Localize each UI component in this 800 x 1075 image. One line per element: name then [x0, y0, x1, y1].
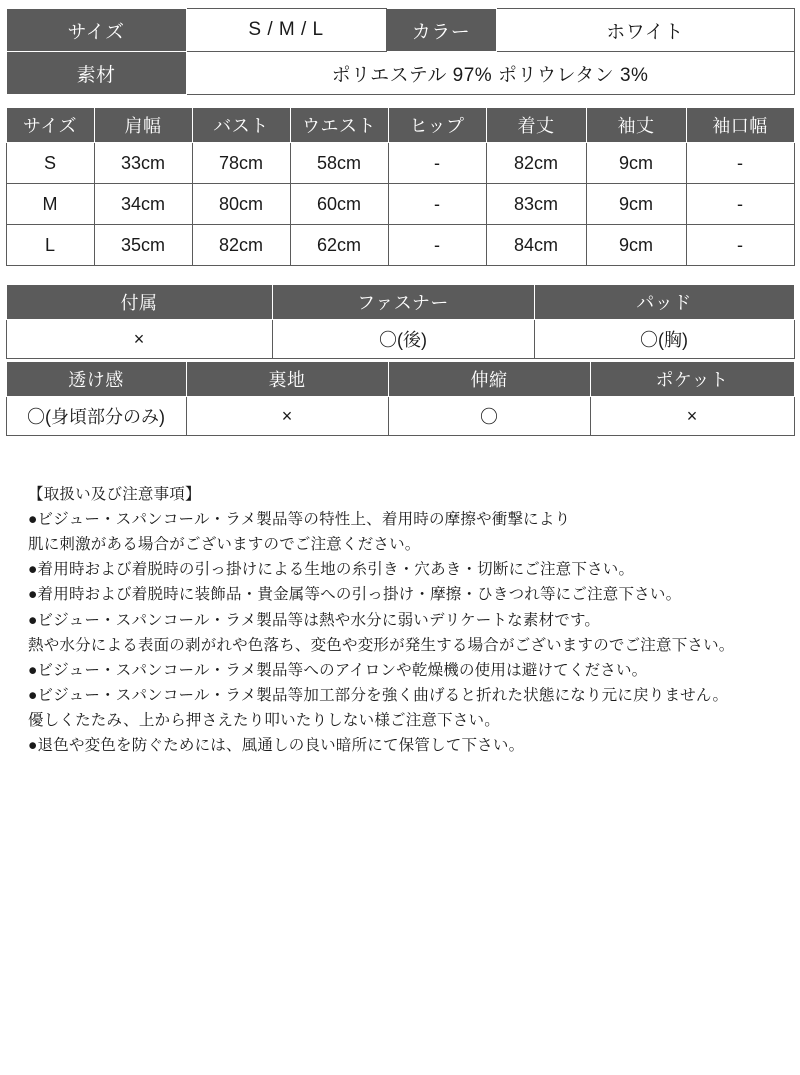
meas-cell: S [6, 143, 94, 184]
meas-cell: 83cm [486, 184, 586, 225]
meas-cell: - [686, 184, 794, 225]
meas-header-cell: サイズ [6, 108, 94, 143]
care-notes [28, 482, 800, 758]
notes-line: ●着用時および着脱時に装飾品・貴金属等への引っ掛け・摩擦・ひきつれ等にご注意下さい。 [28, 586, 682, 604]
feature-value-cell: × [6, 320, 272, 359]
meas-header-cell: 肩幅 [94, 108, 192, 143]
meas-header-cell: 袖丈 [586, 108, 686, 143]
meas-cell: 9cm [586, 184, 686, 225]
meas-cell: M [6, 184, 94, 225]
spec-value-material: ポリエステル 97% ポリウレタン 3% [186, 52, 794, 95]
notes-line: 肌に刺激がある場合がございますのでご注意ください。 [28, 536, 421, 554]
spec-label-color: カラー [386, 9, 496, 52]
notes-line: ●ビジュー・スパンコール・ラメ製品等は熱や水分に弱いデリケートな素材です。 [28, 611, 601, 629]
spec-table [6, 8, 795, 95]
meas-cell: 80cm [192, 184, 290, 225]
meas-cell: 60cm [290, 184, 388, 225]
notes-line: ●ビジュー・スパンコール・ラメ製品等加工部分を強く曲げると折れた状態になり元に戻りません。 [28, 686, 729, 704]
product-spec-page [0, 8, 800, 1075]
meas-cell: 82cm [486, 143, 586, 184]
measurement-table [6, 107, 795, 266]
meas-cell: - [388, 143, 486, 184]
notes-line: ●ビジュー・スパンコール・ラメ製品等へのアイロンや乾燥機の使用は避けてください。 [28, 661, 648, 679]
feature-value-cell: × [186, 397, 388, 436]
meas-cell: 34cm [94, 184, 192, 225]
meas-header-cell: 袖口幅 [686, 108, 794, 143]
feature-value-cell: 〇(胸) [534, 320, 794, 359]
features-table-bottom [6, 361, 795, 436]
meas-cell: L [6, 225, 94, 266]
feature-header-cell: 透け感 [6, 362, 186, 397]
feature-header-cell: ファスナー [272, 285, 534, 320]
table-row [6, 184, 794, 225]
meas-cell: 35cm [94, 225, 192, 266]
table-row [6, 9, 794, 52]
table-row [6, 320, 794, 359]
table-header-row [6, 362, 794, 397]
meas-cell: 62cm [290, 225, 388, 266]
meas-cell: 78cm [192, 143, 290, 184]
notes-line: ●ビジュー・スパンコール・ラメ製品等の特性上、着用時の摩擦や衝撃により [28, 511, 571, 529]
meas-header-cell: ヒップ [388, 108, 486, 143]
meas-header-cell: ウエスト [290, 108, 388, 143]
feature-header-cell: 裏地 [186, 362, 388, 397]
meas-cell: - [686, 225, 794, 266]
table-row [6, 225, 794, 266]
notes-line: 熱や水分による表面の剥がれや色落ち、変色や変形が発生する場合がございますのでご注意下さい。 [28, 636, 735, 654]
meas-cell: 82cm [192, 225, 290, 266]
meas-cell: 33cm [94, 143, 192, 184]
table-header-row [6, 285, 794, 320]
spec-value-color: ホワイト [496, 9, 794, 52]
feature-header-cell: 伸縮 [388, 362, 590, 397]
spec-label-size: サイズ [6, 9, 186, 52]
notes-title: 【取扱い及び注意事項】 [28, 486, 201, 503]
table-row [6, 143, 794, 184]
feature-value-cell: × [590, 397, 794, 436]
meas-cell: - [388, 184, 486, 225]
meas-cell: - [686, 143, 794, 184]
notes-line: ●着用時および着脱時の引っ掛けによる生地の糸引き・穴あき・切断にご注意下さい。 [28, 561, 635, 579]
spec-value-size: S / M / L [186, 9, 386, 52]
meas-cell: 9cm [586, 225, 686, 266]
features-table-top [6, 284, 795, 359]
meas-cell: 9cm [586, 143, 686, 184]
feature-header-cell: パッド [534, 285, 794, 320]
feature-header-cell: 付属 [6, 285, 272, 320]
table-row [6, 397, 794, 436]
meas-cell: 58cm [290, 143, 388, 184]
notes-line: 優しくたたみ、上から押さえたり叩いたりしない様ご注意下さい。 [28, 711, 500, 729]
meas-header-cell: 着丈 [486, 108, 586, 143]
feature-value-cell: 〇(後) [272, 320, 534, 359]
feature-value-cell: 〇 [388, 397, 590, 436]
feature-value-cell: 〇(身頃部分のみ) [6, 397, 186, 436]
table-header-row [6, 108, 794, 143]
spec-label-material: 素材 [6, 52, 186, 95]
meas-cell: 84cm [486, 225, 586, 266]
meas-header-cell: バスト [192, 108, 290, 143]
table-row [6, 52, 794, 95]
feature-header-cell: ポケット [590, 362, 794, 397]
notes-line: ●退色や変色を防ぐためには、風通しの良い暗所にて保管して下さい。 [28, 737, 525, 755]
meas-cell: - [388, 225, 486, 266]
